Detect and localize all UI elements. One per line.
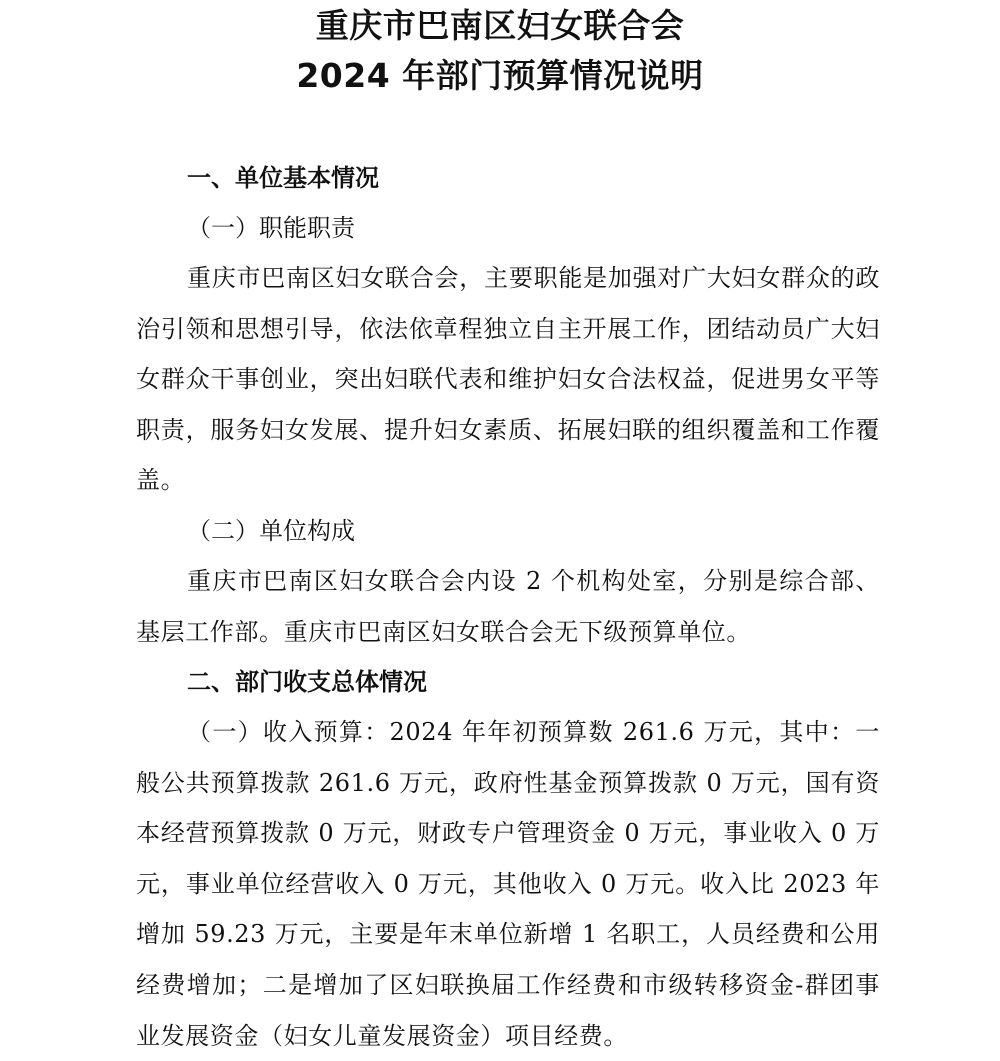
- section1-sub1-heading: （一）职能职责: [187, 214, 355, 242]
- section1-heading: 一、单位基本情况: [187, 164, 379, 192]
- document-title-line1: 重庆市巴南区妇女联合会: [315, 6, 685, 45]
- section2-heading: 二、部门收支总体情况: [187, 668, 427, 696]
- section1-sub2-heading: （二）单位构成: [187, 517, 355, 545]
- document-title-line2: 2024 年部门预算情况说明: [296, 56, 704, 95]
- section1-sub2-paragraph: 重庆市巴南区妇女联合会内设 2 个机构处室，分别是综合部、基层工作部。重庆市巴南区妇女联合会无下级预算单位。: [136, 567, 880, 646]
- section1-sub1-paragraph: 重庆市巴南区妇女联合会，主要职能是加强对广大妇女群众的政治引领和思想引导，依法依章程独立自主开展工作，团结动员广大妇女群众干事创业，突出妇联代表和维护妇女合法权益，促进男女平等职责，服务妇女发展、提升妇女素质、拓展妇联的组织覆盖和工作覆盖。: [136, 264, 880, 495]
- section2-sub1-paragraph: （一）收入预算：2024 年年初预算数 261.6 万元，其中：一般公共预算拨款 261.6 万元，政府性基金预算拨款 0 万元，国有资本经营预算拨款 0 万元，财政专户管理资金 0 万元，事业收入 0 万元，事业单位经营收入 0 万元，其他收入 0 万元。收入比 2023 年增加 59.23 万元，主要是年末单位新增 1 名职工，人员经费和公用经费增加；二是增加了区妇联换届工作经费和市级转移资金-群团事业发展资金（妇女儿童发展资金）项目经费。: [136, 718, 880, 1050]
